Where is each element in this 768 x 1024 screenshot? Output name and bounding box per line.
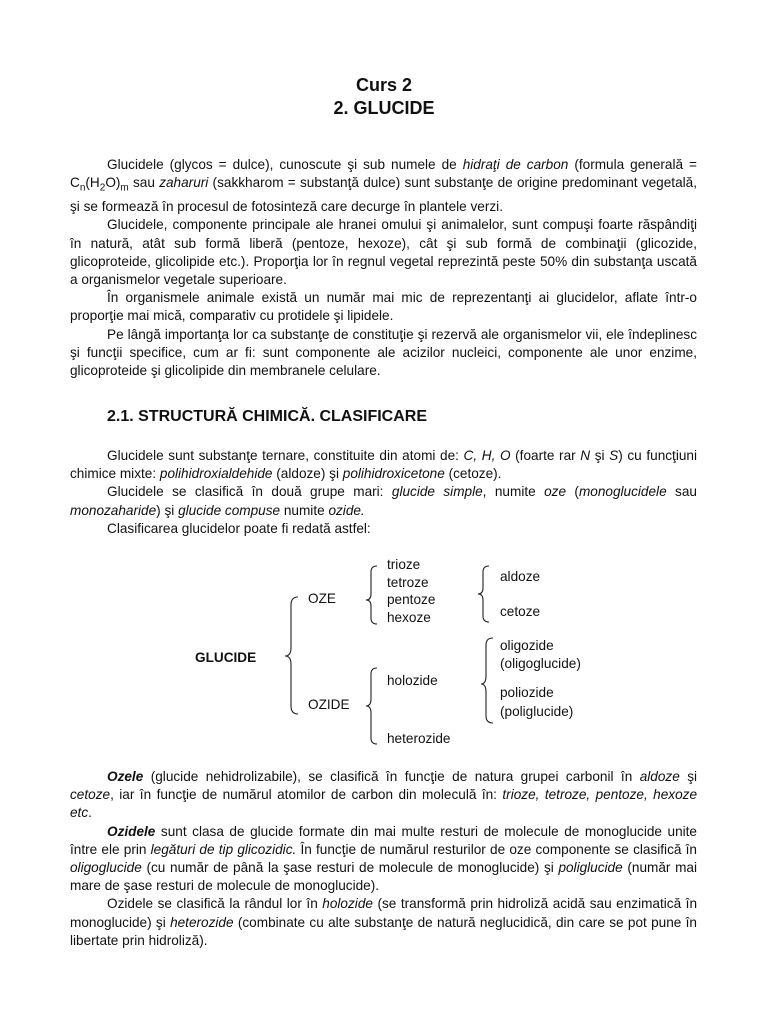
term-italic: trioze, tetroze, pentoze, hexoze etc xyxy=(70,787,698,821)
text-run: n xyxy=(79,182,86,194)
term-italic: polihidroxicetone xyxy=(342,466,445,482)
diagram-leaf-aldoze: aldoze xyxy=(500,569,541,584)
paragraph xyxy=(70,823,697,896)
brace-ozide xyxy=(366,668,377,744)
brace-oze xyxy=(366,566,377,624)
text-run: (sakkharom = substanţă dulce) sunt substanţe de origine predominant vegetală, şi se formează în procesul de fotosinteză care decurge în plantele verzi. xyxy=(70,175,697,215)
term-italic: aldoze xyxy=(639,769,680,784)
text-run: , numite xyxy=(482,484,545,500)
text-run: şi xyxy=(590,448,610,463)
text-run: sau xyxy=(128,175,160,191)
text-run: (glucide nehidrolizabile), se clasifică în funcţie de natura grupei carbonil în xyxy=(143,769,640,784)
text-run: (cetoze). xyxy=(444,466,502,482)
text-run: În organismele animale există un număr mai mic de reprezentanţi ai glucidelor, aflate într-o proporţie mai mică, comparativ cu protidele şi lipidele. xyxy=(70,290,697,324)
paragraph xyxy=(70,895,697,950)
term-italic: ozide. xyxy=(328,502,365,518)
brace-aldoze-cetoze xyxy=(478,566,489,622)
text-run: O) xyxy=(105,175,121,191)
term-italic: zaharuri xyxy=(159,175,209,191)
text-run: În funcţie de numărul resturilor de oze componente se clasifică în xyxy=(296,841,697,857)
term-italic: glucide compuse xyxy=(178,502,281,518)
term-italic: oze xyxy=(544,484,567,500)
term-italic: glucide simple xyxy=(391,484,483,500)
text-run: Glucidele (glycos = dulce), cunoscute şi sub numele de xyxy=(107,157,463,172)
term-italic: poliglucide xyxy=(558,860,623,876)
term-italic: heterozide xyxy=(170,914,234,930)
text-run: numite xyxy=(280,502,329,518)
term-italic: cetoze xyxy=(70,787,111,803)
section-heading: 2.1. STRUCTURĂ CHIMICĂ. CLASIFICARE xyxy=(107,408,428,425)
diagram-leaf-cetoze: cetoze xyxy=(500,604,541,619)
text-run: (combinate cu alte substanţe de natură neglucidică, din care se pot pune în libertate prin hidroliză). xyxy=(70,914,697,948)
text-run: ) cu funcţiuni chimice mixte: xyxy=(70,448,697,482)
text-run: , iar în funcţie de numărul atomilor de carbon din moleculă în: xyxy=(110,787,503,803)
text-run: Ozidele se clasifică la rândul lor în xyxy=(107,896,323,912)
text-run: (foarte rar xyxy=(510,448,581,463)
course-number: Curs 2 xyxy=(355,75,413,95)
term-italic: monozaharide xyxy=(70,502,157,518)
text-run: Glucidele, componente principale ale hranei omului şi animalelor, sunt compuşi foarte răspândiţi în natură, atât sub formă liberă (pentoze, hexoze), cât şi sub formă de combinaţii (glicozide, glicoproteide, glicolipide etc.). Proporţia lor în regnul vegetal reprezintă peste 50% din substanţa uscată a organismelor vegetale superioare. xyxy=(70,217,697,287)
paragraph xyxy=(70,768,697,823)
text-run: sau xyxy=(666,484,697,500)
text-run: ) şi xyxy=(156,502,179,518)
term-italic: C, H, O xyxy=(463,448,511,463)
diagram-leaf-oligozide: oligozide xyxy=(500,638,554,653)
diagram-node-ozide: OZIDE xyxy=(308,697,350,712)
diagram-leaf-pentoze: pentoze xyxy=(387,592,436,607)
diagram-leaf-trioze: trioze xyxy=(387,557,421,572)
brace-holozide xyxy=(481,638,493,723)
term-italic: oligoglucide xyxy=(70,860,142,876)
text-run: Glucidele se clasifică în două grupe mari: xyxy=(107,484,392,500)
term-italic: S xyxy=(609,448,619,463)
text-run: sunt clasa de glucide formate din mai multe resturi de molecule de monoglucide unite între ele prin xyxy=(70,823,697,857)
text-run: (număr mai mare de şase resturi de molecule de monoglucide). xyxy=(70,860,697,894)
term-italic: legături de tip glicozidic. xyxy=(150,841,297,857)
term-italic: monoglucidele xyxy=(578,484,667,500)
chapter-title: 2. GLUCIDE xyxy=(333,98,435,118)
diagram-leaf-poliozide: poliozide xyxy=(500,685,554,700)
brace-glucide xyxy=(285,597,298,714)
diagram-node-oze: OZE xyxy=(308,591,336,606)
text-run: 2 xyxy=(99,182,106,194)
term-italic: polihidroxialdehide xyxy=(159,466,273,482)
term-italic: holozide xyxy=(322,896,373,912)
text-run: (H xyxy=(85,175,100,191)
text-run: Pe lângă importanţa lor ca substanţe de constituţie şi rezervă ale organismelor vii, ele îndeplinesc şi funcţii specifice, cum ar fi: sunt componente ale acizilor nucleici, componente ale unor enzime, glicoproteide şi glicolipide din membranele celulare. xyxy=(70,326,697,378)
diagram-node-heterozide: heterozide xyxy=(387,731,451,746)
diagram-node-holozide: holozide xyxy=(387,673,438,688)
term-emphasis: Ozidele xyxy=(107,823,156,839)
diagram-root-glucide: GLUCIDE xyxy=(195,650,257,665)
diagram-leaf-oligoglucide: (oligoglucide) xyxy=(500,656,581,671)
diagram-leaf-poliglucide: (poliglucide) xyxy=(500,704,574,719)
text-run: (cu număr de până la şase resturi de molecule de monoglucide) şi xyxy=(141,860,559,876)
term-italic: N xyxy=(580,448,591,463)
text-run: . xyxy=(88,805,92,821)
text-run: (aldoze) şi xyxy=(272,466,343,482)
text-run: Clasificarea glucidelor poate fi redată astfel: xyxy=(107,520,371,536)
diagram-leaf-tetroze: tetroze xyxy=(387,575,429,590)
term-emphasis: Ozele xyxy=(107,769,144,784)
text-run: Glucidele sunt substanţe ternare, constituite din atomi de: xyxy=(107,448,464,463)
term-italic: hidraţi de carbon xyxy=(462,157,569,172)
details-section xyxy=(70,768,697,950)
text-run: şi xyxy=(679,769,698,784)
text-run: m xyxy=(120,182,129,194)
diagram-leaf-hexoze: hexoze xyxy=(387,610,431,625)
text-run: (formula generală = C xyxy=(70,157,697,191)
text-run: ( xyxy=(566,484,579,500)
text-run: (se transformă prin hidroliză acidă sau enzimatică în monoglucide) şi xyxy=(70,896,698,930)
